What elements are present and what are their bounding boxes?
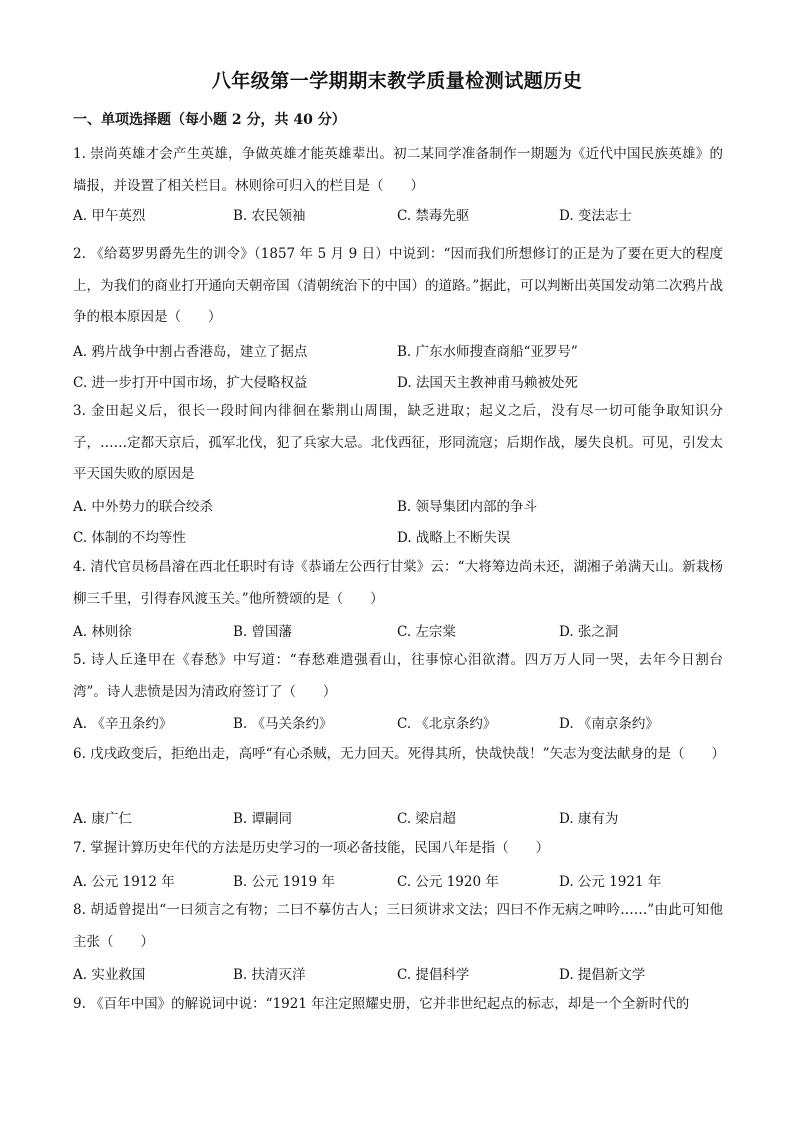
option-b: B. 曾国藩	[233, 624, 293, 640]
question-7: 7. 掌握计算历史年代的方法是历史学习的一项必备技能，民国八年是指（ ）	[73, 840, 550, 856]
option-a: A. 康广仁	[73, 811, 132, 827]
question-7-options	[73, 870, 723, 896]
option-c: C. 禁毒先驱	[397, 208, 470, 224]
option-b: B. 公元 1919 年	[233, 874, 335, 890]
question-5: 5. 诗人丘逢甲在《春愁》中写道：“春愁难遣强看山，往事惊心泪欲潸。四万万人同一哭，去年今日割台湾”。诗人悲愤是因为清政府签订了（ ）	[73, 652, 723, 700]
question-8: 8. 胡适曾提出“一曰须言之有物；二曰不摹仿古人；三曰须讲求文法；四曰不作无病之呻吟……”由此可知他主张（ ）	[73, 902, 723, 950]
option-b: B. 农民领袖	[233, 208, 306, 224]
option-a: A. 甲午英烈	[73, 208, 146, 224]
option-d: D. 张之洞	[559, 624, 619, 640]
option-a: A. 实业救国	[73, 967, 146, 983]
option-d: D. 康有为	[559, 811, 619, 827]
option-d: D. 公元 1921 年	[559, 874, 662, 890]
question-1-options	[73, 204, 723, 230]
option-a: A. 中外势力的联合绞杀	[73, 499, 213, 515]
option-c: C. 梁启超	[397, 811, 456, 827]
option-a: A. 公元 1912 年	[73, 874, 175, 890]
question-9: 9. 《百年中国》的解说词中说：“1921 年注定照耀史册，它并非世纪起点的标志，却是一个全新时代的	[73, 996, 690, 1012]
option-d: D. 法国天主教神甫马赖被处死	[397, 375, 578, 391]
option-c: C. 《北京条约》	[397, 716, 497, 732]
option-a: A. 林则徐	[73, 624, 132, 640]
question-4-options	[73, 620, 723, 646]
question-4: 4. 清代官员杨昌濬在西北任职时有诗《恭诵左公西行甘棠》云：“大将筹边尚未还，湖湘子弟满天山。新栽杨柳三千里，引得春风渡玉关。”他所赞颂的是（ ）	[73, 559, 723, 607]
option-d: D. 《南京条约》	[559, 716, 659, 732]
option-c: C. 公元 1920 年	[397, 874, 499, 890]
exam-title: 八年级第一学期期末教学质量检测试题历史	[211, 70, 583, 92]
question-3: 3. 金田起义后，很长一段时间内徘徊在紫荆山周围，缺乏进取；起义之后，没有尽一切可能争取知识分子，……定都天京后，孤军北伐，犯了兵家大忌。北伐西征，形同流寇；后期作战，屡失良机。可见，引发太平天国失败的原因是	[73, 403, 723, 482]
option-b: B. 扶清灭洋	[233, 967, 306, 983]
option-c: C. 左宗棠	[397, 624, 456, 640]
option-d: D. 战略上不断失误	[397, 530, 511, 546]
option-b: B. 广东水师搜查商船“亚罗号”	[397, 344, 578, 360]
question-2: 2. 《给葛罗男爵先生的训令》（1857 年 5 月 9 日）中说到：“因而我们所想修订的正是为了要在更大的程度上，为我们的商业打开通向天朝帝国（清朝统治下的中国）的道路。”据此，可以判断出英国发动第二次鸦片战争的根本原因是（ ）	[73, 246, 723, 325]
question-1: 1. 崇尚英雄才会产生英雄，争做英雄才能英雄辈出。初二某同学准备制作一期题为《近代中国民族英雄》的墙报，并设置了相关栏目。林则徐可归入的栏目是（ ）	[73, 146, 723, 194]
option-b: B. 《马关条约》	[233, 716, 333, 732]
question-6-options	[73, 807, 723, 833]
option-d: D. 变法志士	[559, 208, 632, 224]
section-heading: 一、单项选择题（每小题 2 分，共 40 分）	[73, 112, 346, 128]
option-b: B. 谭嗣同	[233, 811, 293, 827]
question-5-options	[73, 712, 723, 738]
option-c: C. 提倡科学	[397, 967, 470, 983]
option-d: D. 提倡新文学	[559, 967, 646, 983]
question-3-options-row1	[73, 495, 723, 521]
option-a: A. 鸦片战争中割占香港岛，建立了据点	[73, 344, 308, 360]
option-c: C. 体制的不均等性	[73, 530, 186, 546]
question-8-options	[73, 963, 723, 989]
question-6: 6. 戊戌政变后，拒绝出走，高呼“有心杀贼，无力回天。死得其所，快哉快哉！”矢志为变法献身的是（ ）	[73, 746, 725, 762]
option-c: C. 进一步打开中国市场，扩大侵略权益	[73, 375, 308, 391]
option-b: B. 领导集团内部的争斗	[397, 499, 538, 515]
question-2-options-row2	[73, 371, 723, 397]
option-a: A. 《辛丑条约》	[73, 716, 173, 732]
question-3-options-row2	[73, 526, 723, 552]
question-2-options-row1	[73, 340, 723, 366]
